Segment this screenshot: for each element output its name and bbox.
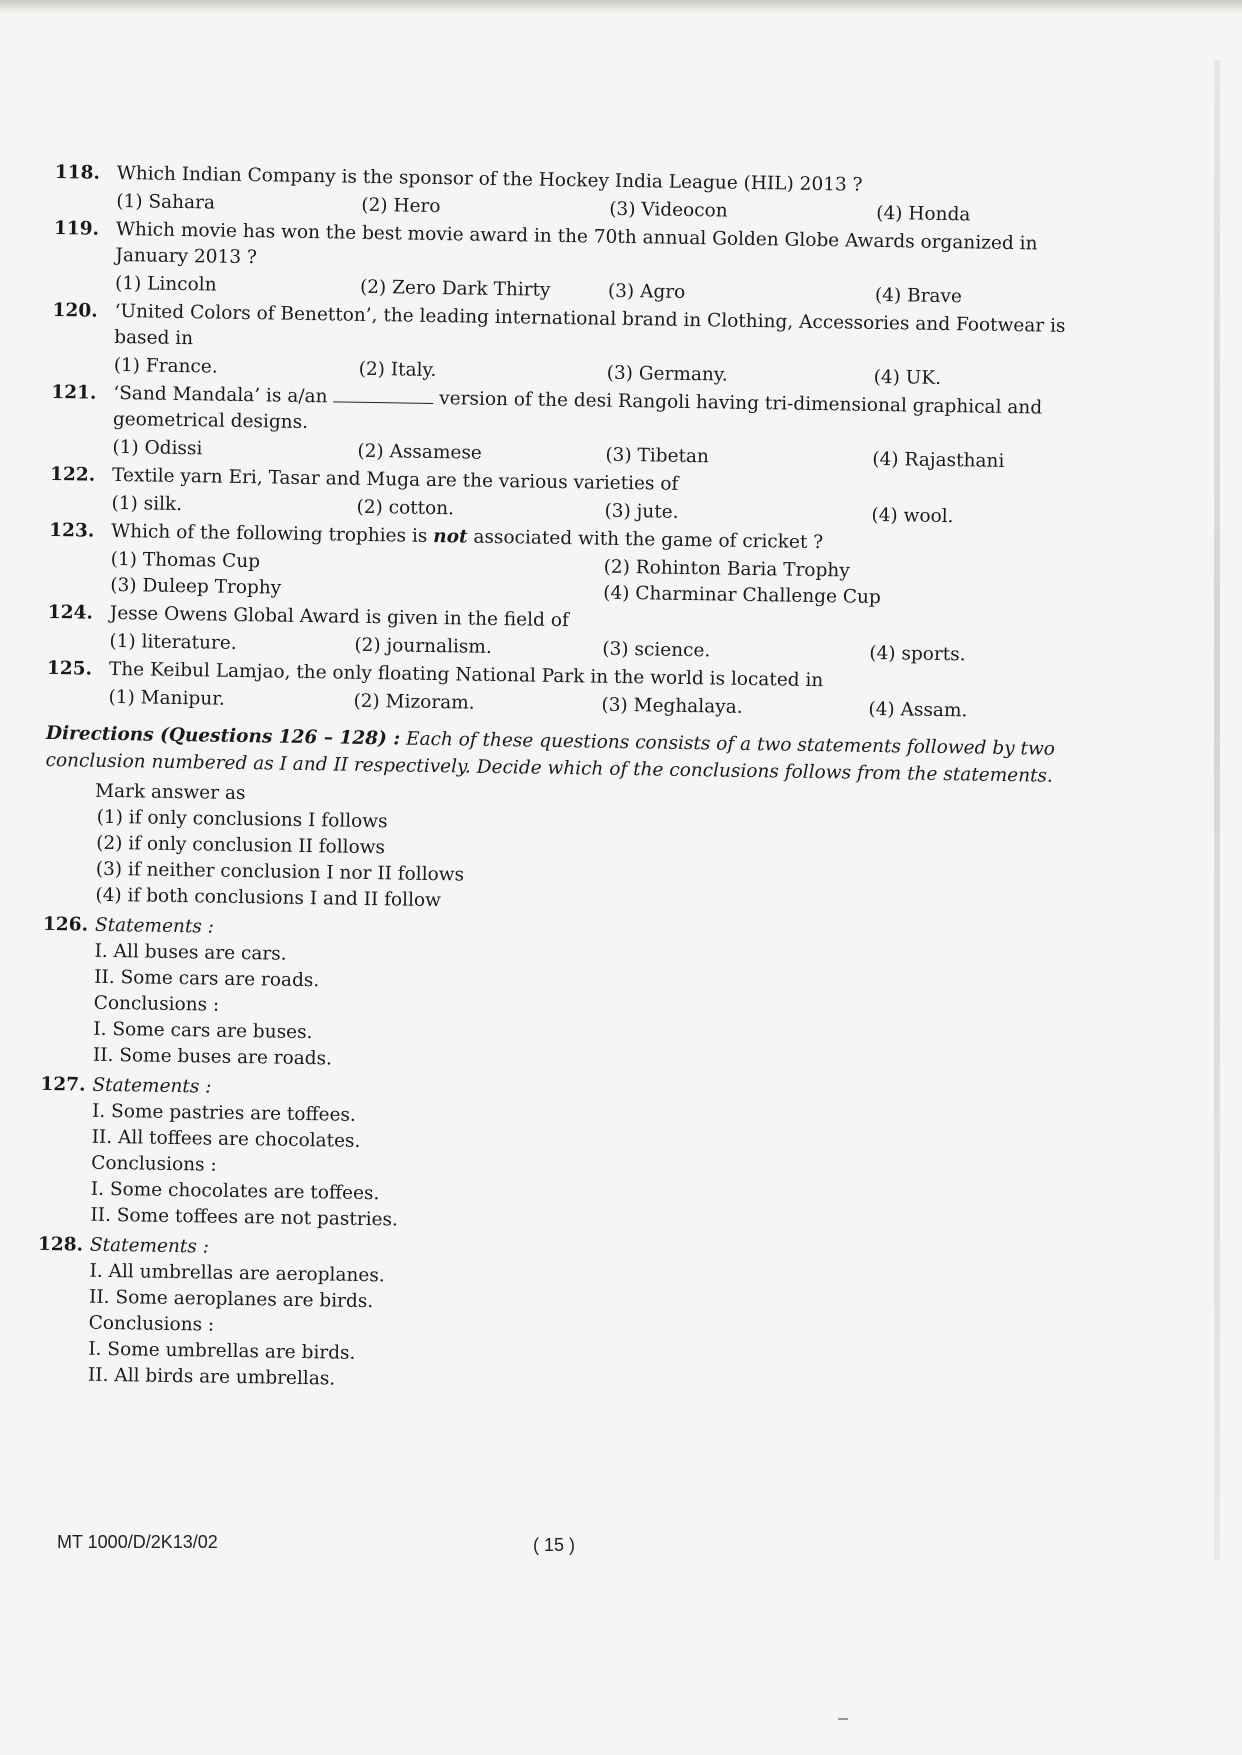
option: (4) Honda (876, 202, 971, 226)
question-emphasis: not (433, 525, 468, 548)
scan-top-shadow (0, 0, 1242, 14)
statement: II. All toffees are chocolates. (91, 1126, 361, 1152)
conclusion: II. Some toffees are not pastries. (90, 1204, 399, 1231)
question-number: 120. (52, 299, 98, 322)
option: (1) Odissi (112, 436, 203, 460)
option: (2) Zero Dark Thirty (359, 276, 551, 301)
option: (3) Agro (607, 280, 686, 303)
option: (2) Hero (361, 194, 441, 218)
question-text: Which Indian Company is the sponsor of the Hockey India League (HIL) 2013 ? (116, 162, 863, 196)
conclusion: II. All birds are umbrellas. (87, 1364, 336, 1390)
answer-choice: (4) if both conclusions I and II follow (95, 884, 442, 912)
questions-content (36, 160, 1095, 1406)
conclusions-label: Conclusions : (91, 1152, 217, 1176)
question-number: 124. (47, 601, 94, 624)
question-text: Jesse Owens Global Award is given in the field of (109, 602, 569, 632)
option: (1) silk. (111, 492, 183, 516)
question-126 (41, 912, 1083, 1084)
option: (1) literature. (109, 630, 237, 654)
conclusion: I. Some chocolates are toffees. (90, 1178, 380, 1205)
answer-choice: (2) if only conclusion II follows (96, 832, 386, 859)
directions-text: Each of these questions consists of a two statements followed by two conclusion numbered as I and II respectively. Decide which of the conclusions follows from the statements. (45, 728, 1056, 787)
option: (3) Germany. (606, 362, 728, 386)
question-number: 123. (49, 519, 95, 542)
conclusions-label: Conclusions : (88, 1312, 215, 1336)
statements-label: Statements : (94, 914, 215, 938)
option: (2) cotton. (356, 496, 455, 520)
option: (4) Brave (874, 284, 963, 308)
option: (3) Tibetan (605, 444, 710, 468)
option: (4) wool. (871, 504, 954, 528)
option: (4) UK. (873, 366, 942, 389)
option: (3) Duleep Trophy (110, 574, 282, 599)
answer-choice: (3) if neither conclusion I nor II follows (95, 858, 465, 886)
option: (3) Videocon (609, 198, 728, 222)
option: (2) Assamese (357, 440, 483, 464)
option: (2) Italy. (358, 358, 437, 382)
option: (2) journalism. (354, 634, 492, 658)
option: (2) Rohinton Baria Trophy (603, 556, 850, 582)
statement: I. All buses are cars. (94, 940, 287, 965)
scan-mark (838, 1718, 848, 1720)
answer-key-block (43, 778, 1085, 924)
question-127 (38, 1072, 1080, 1244)
statement: II. Some cars are roads. (94, 966, 320, 992)
question-text-after: version of the desi Rangoli having tri-dimensional graphical and geometrical designs. (112, 388, 1043, 434)
mark-answer-label: Mark answer as (94, 780, 246, 805)
directions-heading: Directions (Questions 126 – 128) : (45, 722, 401, 750)
answer-choice: (1) if only conclusions I follows (96, 806, 388, 833)
question-text: ‘United Colors of Benetton’, the leading international brand in Clothing, Accessories and Footwear is based in (114, 300, 1066, 350)
option: (1) Manipur. (108, 686, 226, 710)
conclusion: I. Some cars are buses. (93, 1018, 313, 1044)
statement: II. Some aeroplanes are birds. (88, 1286, 374, 1313)
option: (1) Lincoln (114, 272, 217, 296)
statements-label: Statements : (92, 1074, 212, 1098)
statements-label: Statements : (89, 1234, 210, 1258)
fill-in-blank (333, 387, 433, 404)
question-text-before: ‘Sand Mandala’ is a/an (113, 382, 328, 408)
conclusion: I. Some umbrellas are birds. (88, 1338, 356, 1364)
page-number: ( 15 ) (533, 1535, 576, 1555)
option: (1) France. (113, 354, 218, 378)
option: (1) Thomas Cup (110, 548, 261, 573)
statement: I. All umbrellas are aeroplanes. (89, 1260, 385, 1287)
statement: I. Some pastries are toffees. (91, 1100, 357, 1126)
question-text-after: associated with the game of cricket ? (473, 526, 824, 554)
question-123 (48, 518, 1089, 614)
question-text: Which movie has won the best movie award in the 70th annual Golden Globe Awards organized in January 2013 ? (115, 218, 1038, 269)
option: (4) Assam. (868, 698, 968, 722)
option: (2) Mizoram. (353, 690, 475, 714)
conclusions-label: Conclusions : (93, 992, 220, 1016)
question-text: Textile yarn Eri, Tasar and Muga are the various varieties of (111, 464, 679, 495)
question-128 (36, 1232, 1078, 1404)
question-number: 127. (40, 1073, 86, 1096)
exam-code: MT 1000/D/2K13/02 (57, 1532, 218, 1552)
question-text: The Keibul Lamjao, the only floating National Park in the world is located in (108, 658, 824, 692)
option: (4) Rajasthani (872, 448, 1005, 472)
option: (4) Charminar Challenge Cup (603, 582, 881, 609)
question-number: 119. (53, 217, 100, 240)
option: (4) sports. (869, 642, 966, 666)
question-text-before: Which of the following trophies is (111, 520, 428, 547)
option: (1) Sahara (116, 190, 216, 214)
question-119 (53, 216, 1094, 312)
question-number: 121. (51, 381, 97, 404)
question-120 (52, 298, 1093, 394)
conclusion: II. Some buses are roads. (92, 1044, 333, 1070)
question-number: 128. (37, 1233, 84, 1256)
question-number: 126. (42, 913, 89, 936)
question-number: 125. (46, 657, 93, 680)
question-number: 122. (49, 463, 96, 486)
option: (3) science. (602, 638, 711, 662)
option: (3) Meghalaya. (601, 694, 743, 718)
question-121 (50, 380, 1091, 476)
option: (3) jute. (604, 500, 679, 523)
question-number: 118. (54, 161, 101, 184)
scan-binding-edge (1214, 60, 1220, 1560)
